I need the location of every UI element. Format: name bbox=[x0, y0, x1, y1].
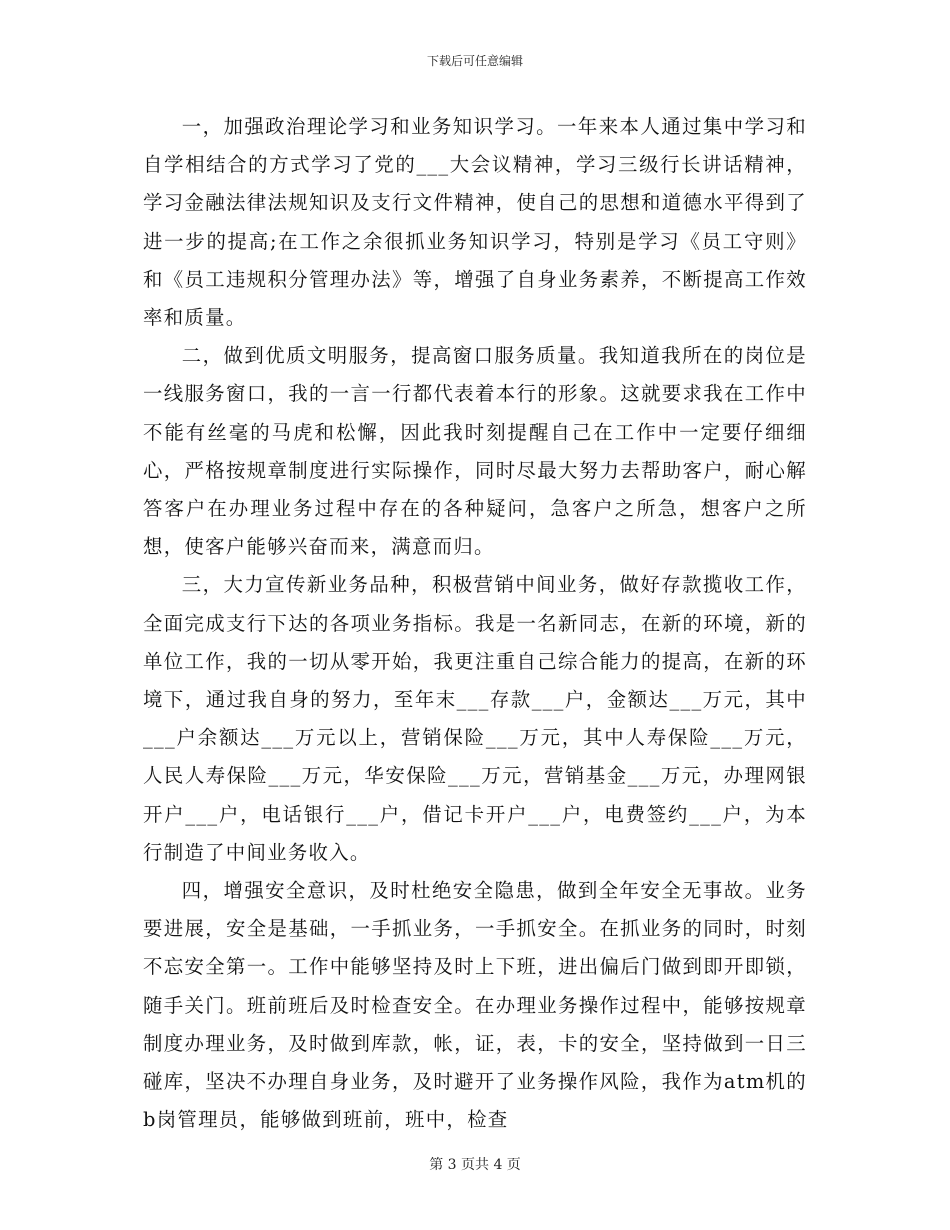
paragraph-4: 四，增强安全意识，及时杜绝安全隐患，做到全年安全无事故。业务要进展，安全是基础，一手抓业务，一手抓安全。在抓业务的同时，时刻不忘安全第一。工作中能够坚持及时上下班，进出偏后门做到即开即锁，随手关门。班前班后及时检查安全。在办理业务操作过程中，能够按规章制度办理业务，及时做到库款，帐，证，表，卡的安全，坚持做到一日三碰库，坚决不办理自身业务，及时避开了业务操作风险，我作为atm机的b岗管理员，能够做到班前，班中，检查 bbox=[143, 879, 807, 1132]
paragraph-3: 三，大力宣传新业务品种，积极营销中间业务，做好存款揽收工作，全面完成支行下达的各项业务指标。我是一名新同志，在新的环境，新的单位工作，我的一切从零开始，我更注重自己综合能力的提高，在新的环境下，通过我自身的努力，至年末___存款___户，金额达___万元，其中___户余额达___万元以上，营销保险___万元，其中人寿保险___万元，人民人寿保险___万元，华安保险___万元，营销基金___万元，办理网银开户___户，电话银行___户，借记卡开户___户，电费签约___户，为本行制造了中间业务收入。 bbox=[143, 573, 807, 864]
paragraph-2: 二，做到优质文明服务，提高窗口服务质量。我知道我所在的岗位是一线服务窗口，我的一言一行都代表着本行的形象。这就要求我在工作中不能有丝毫的马虎和松懈，因此我时刻提醒自己在工作中一定要仔细细心，严格按规章制度进行实际操作，同时尽最大努力去帮助客户，耐心解答客户在办理业务过程中存在的各种疑问，急客户之所急，想客户之所想，使客户能够兴奋而来，满意而归。 bbox=[143, 344, 807, 559]
page-number: 第 3 页共 4 页 bbox=[429, 1157, 521, 1173]
page-header: 下载后可任意编辑 bbox=[426, 54, 523, 68]
document-body bbox=[143, 108, 807, 1139]
paragraph-1: 一，加强政治理论学习和业务知识学习。一年来本人通过集中学习和自学相结合的方式学习了党的___大会议精神，学习三级行长讲话精神，学习金融法律法规知识及支行文件精神，使自己的思想和道德水平得到了进一步的提高;在工作之余很抓业务知识学习，特别是学习《员工守则》和《员工违规积分管理办法》等，增强了自身业务素养，不断提高工作效率和质量。 bbox=[143, 115, 807, 330]
